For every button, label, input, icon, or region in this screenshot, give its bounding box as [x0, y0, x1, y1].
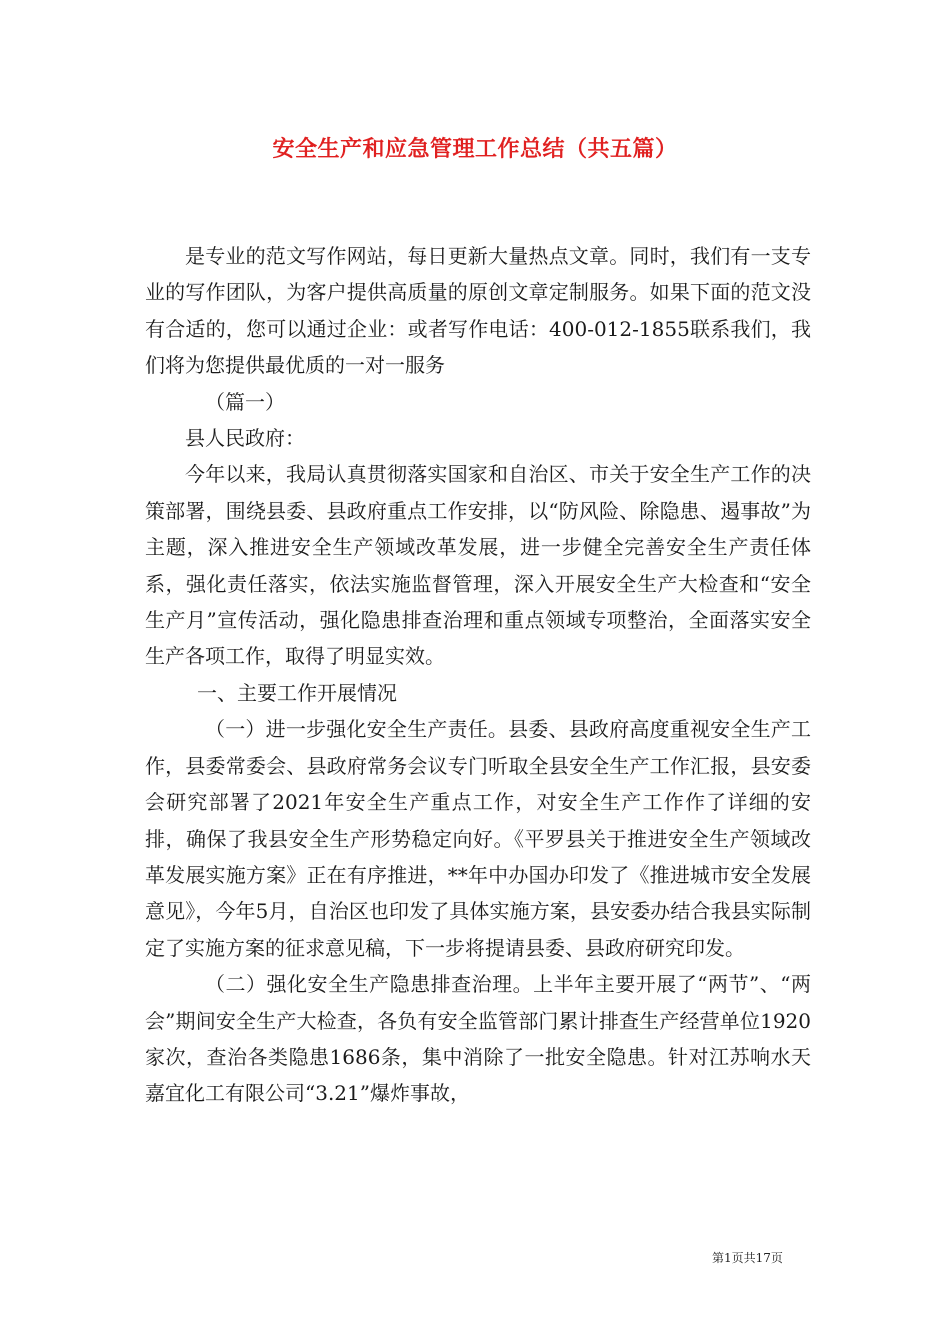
salutation: 县人民政府： — [185, 426, 305, 451]
intro-paragraph: 是专业的范文写作网站，每日更新大量热点文章。同时，我们有一支专业的写作团队，为客户提供高质量的原创文章定制服务。如果下面的范文没有合适的，您可以通过企业：或者写作电话：400-012-1855联系我们，我们将为您提供最优质的一对一服务 — [145, 244, 811, 378]
part-label: （篇一） — [205, 389, 285, 414]
section-heading-1: 一、主要工作开展情况 — [197, 680, 397, 705]
page-number-footer: 第1页共17页 — [712, 1251, 783, 1265]
body-paragraph-3: （二）强化安全生产隐患排查治理。上半年主要开展了“两节”、“两会”期间安全生产大检查，各负有安全监管部门累计排查生产经营单位1920家次，查治各类隐患1686条，集中消除了一批安全隐患。针对江苏响水天嘉宜化工有限公司“3.21”爆炸事故， — [145, 972, 811, 1106]
document-body — [145, 238, 811, 1112]
body-paragraph-2: （一）进一步强化安全生产责任。县委、县政府高度重视安全生产工作，县委常委会、县政府常务会议专门听取全县安全生产工作汇报，县安委会研究部署了2021年安全生产重点工作，对安全生产工作作了详细的安排，确保了我县安全生产形势稳定向好。《平罗县关于推进安全生产领域改革发展实施方案》正在有序推进，**年中办国办印发了《推进城市安全发展意见》，今年5月，自治区也印发了具体实施方案，县安委办结合我县实际制定了实施方案的征求意见稿，下一步将提请县委、县政府研究印发。 — [145, 717, 811, 960]
document-title: 安全生产和应急管理工作总结（共五篇） — [272, 136, 678, 162]
body-paragraph-1: 今年以来，我局认真贯彻落实国家和自治区、市关于安全生产工作的决策部署，围绕县委、县政府重点工作安排，以“防风险、除隐患、遏事故”为主题，深入推进安全生产领域改革发展，进一步健全完善安全生产责任体系，强化责任落实，依法实施监督管理，深入开展安全生产大检查和“安全生产月”宣传活动，强化隐患排查治理和重点领域专项整治，全面落实安全生产各项工作，取得了明显实效。 — [145, 462, 811, 669]
